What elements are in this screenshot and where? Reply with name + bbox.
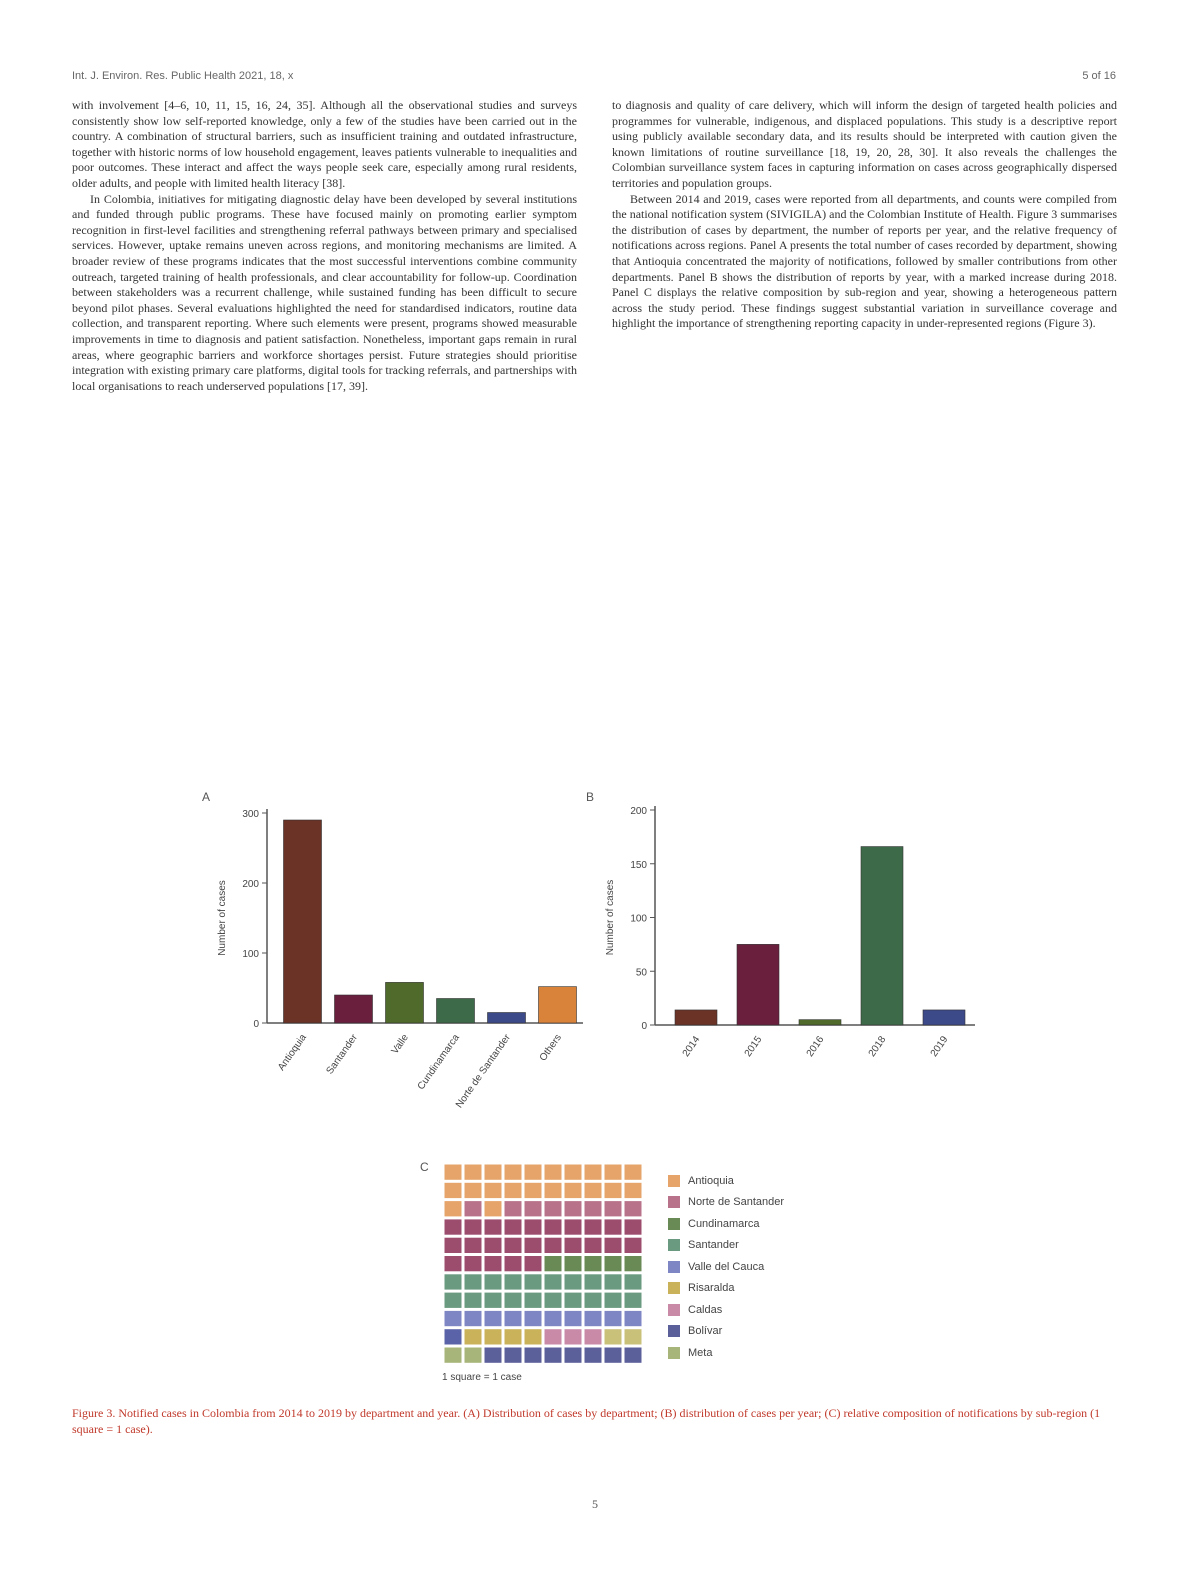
bar bbox=[539, 987, 577, 1023]
waffle-cell bbox=[604, 1292, 622, 1308]
legend-item bbox=[668, 1278, 784, 1300]
x-tick-label: Valle bbox=[389, 1032, 411, 1057]
legend-swatch bbox=[668, 1239, 680, 1251]
legend-label: Valle del Cauca bbox=[688, 1260, 765, 1273]
waffle-cell bbox=[484, 1292, 502, 1308]
waffle-cell bbox=[484, 1237, 502, 1253]
waffle-cell bbox=[624, 1201, 642, 1217]
waffle-cell bbox=[564, 1274, 582, 1290]
legend-label: Antioquia bbox=[688, 1174, 734, 1187]
waffle-cell bbox=[464, 1237, 482, 1253]
legend-label: Cundinamarca bbox=[688, 1217, 760, 1230]
x-tick-label: Santander bbox=[324, 1032, 360, 1077]
bar bbox=[437, 999, 475, 1024]
bar bbox=[737, 944, 779, 1025]
legend-label: Risaralda bbox=[688, 1282, 735, 1295]
paragraph: Between 2014 and 2019, cases were reported from all departments, and counts were compiled from the national notification system (SIVIGILA) and the Colombian Institute of Health. Figure 3 summarises the distribution of cases by department, the number of reports per year, and the relative frequency of notifications across regions. Panel A presents the total number of cases recorded by department, showing that Antioquia concentrated the majority of notifications, followed by smaller contributions from other departments. Panel B shows the distribution of reports by year, with a marked increase during 2018. Panel C displays the relative composition by sub-region and year, showing a heterogeneous pattern across the study period. These findings suggest substantial variation in surveillance coverage and highlight the importance of strengthening reporting capacity in under-represented regions (Figure 3). bbox=[612, 191, 1117, 331]
waffle-cell bbox=[544, 1237, 562, 1253]
waffle-cell bbox=[564, 1292, 582, 1308]
left-column-text bbox=[72, 98, 577, 394]
waffle-cell bbox=[464, 1274, 482, 1290]
waffle-cell bbox=[444, 1347, 462, 1363]
legend-swatch bbox=[668, 1196, 680, 1208]
waffle-cell bbox=[604, 1256, 622, 1272]
waffle-cell bbox=[624, 1219, 642, 1235]
x-tick-label: Norte de Santander bbox=[453, 1032, 513, 1111]
waffle-cell bbox=[464, 1256, 482, 1272]
waffle-cell bbox=[544, 1329, 562, 1345]
waffle-cell bbox=[504, 1164, 522, 1180]
waffle-cell bbox=[584, 1182, 602, 1198]
waffle-cell bbox=[524, 1347, 542, 1363]
legend-swatch bbox=[668, 1325, 680, 1337]
waffle-cell bbox=[484, 1274, 502, 1290]
waffle-cell bbox=[584, 1292, 602, 1308]
x-tick-label: 2015 bbox=[742, 1034, 765, 1059]
bar bbox=[799, 1020, 841, 1025]
y-tick-label: 200 bbox=[242, 879, 259, 890]
bar-chart-by-year bbox=[585, 795, 1005, 1135]
waffle-cell bbox=[524, 1256, 542, 1272]
running-header-left: Int. J. Environ. Res. Public Health 2021, 18, x bbox=[72, 70, 294, 82]
waffle-cell bbox=[604, 1329, 622, 1345]
legend-label: Caldas bbox=[688, 1303, 723, 1316]
waffle-cell bbox=[444, 1182, 462, 1198]
waffle-cell bbox=[564, 1219, 582, 1235]
waffle-cell bbox=[584, 1219, 602, 1235]
waffle-cell bbox=[464, 1164, 482, 1180]
waffle-cell bbox=[544, 1256, 562, 1272]
waffle-cell bbox=[584, 1201, 602, 1217]
waffle-cell bbox=[584, 1164, 602, 1180]
waffle-cell bbox=[604, 1310, 622, 1326]
waffle-cell bbox=[624, 1347, 642, 1363]
legend-item bbox=[668, 1192, 784, 1214]
waffle-cell bbox=[444, 1164, 462, 1180]
waffle-cell bbox=[444, 1237, 462, 1253]
y-tick-label: 100 bbox=[630, 913, 647, 925]
waffle-cell bbox=[564, 1347, 582, 1363]
panel-label-b: B bbox=[586, 790, 595, 804]
waffle-cell bbox=[524, 1219, 542, 1235]
legend-swatch bbox=[668, 1347, 680, 1359]
waffle-cell bbox=[544, 1292, 562, 1308]
waffle-cell bbox=[584, 1347, 602, 1363]
waffle-scale-label: 1 square = 1 case bbox=[442, 1372, 522, 1383]
waffle-cell bbox=[544, 1164, 562, 1180]
waffle-cell bbox=[604, 1237, 622, 1253]
waffle-cell bbox=[504, 1237, 522, 1253]
running-header-right: 5 of 16 bbox=[1082, 70, 1116, 82]
right-column-text bbox=[612, 98, 1117, 332]
waffle-cell bbox=[564, 1201, 582, 1217]
waffle-cell bbox=[504, 1292, 522, 1308]
waffle-legend bbox=[668, 1170, 784, 1364]
waffle-cell bbox=[484, 1219, 502, 1235]
waffle-cell bbox=[464, 1310, 482, 1326]
waffle-cell bbox=[544, 1182, 562, 1198]
waffle-cell bbox=[484, 1347, 502, 1363]
y-tick-label: 0 bbox=[641, 1021, 647, 1032]
waffle-cell bbox=[564, 1256, 582, 1272]
waffle-cell bbox=[504, 1219, 522, 1235]
figure-caption: Figure 3. Notified cases in Colombia from 2014 to 2019 by department and year. (A) Distribution of cases by department; (B) distribution of cases per year; (C) relative composition of notifications by sub-region (1 square = 1 case). bbox=[72, 1406, 1101, 1436]
waffle-cell bbox=[624, 1310, 642, 1326]
waffle-cell bbox=[564, 1182, 582, 1198]
y-axis-label: Number of cases bbox=[605, 879, 616, 956]
paragraph: In Colombia, initiatives for mitigating diagnostic delay have been developed by several institutions and funded through public programs. These have focused mainly on promoting earlier symptom recognition in first-level facilities and strengthening referral pathways between primary and specialised services. However, uptake remains uneven across regions, and monitoring mechanisms are limited. A broader review of these programs indicates that the most successful interventions combine community outreach, targeted training of health professionals, and clear accountability for follow-up. Coordination between stakeholders was a recurrent challenge, while sustained funding has been difficult to secure beyond pilot phases. Several evaluations highlighted the need for standardised indicators, routine data collection, and transparent reporting. Where such elements were present, programs showed measurable improvements in time to diagnosis and patient satisfaction. Nonetheless, important gaps remain in rural areas, where geographic barriers and workforce shortages persist. Future strategies should prioritise integration with existing primary care platforms, digital tools for tracking referrals, and partnerships with local organisations to reach underserved populations [17, 39]. bbox=[72, 191, 577, 393]
legend-item bbox=[668, 1321, 784, 1343]
waffle-cell bbox=[444, 1292, 462, 1308]
waffle-cell bbox=[544, 1274, 562, 1290]
legend-swatch bbox=[668, 1304, 680, 1316]
y-tick-label: 150 bbox=[630, 859, 647, 871]
y-tick-label: 200 bbox=[630, 806, 647, 817]
waffle-cell bbox=[564, 1237, 582, 1253]
waffle-cell bbox=[484, 1329, 502, 1345]
bar bbox=[284, 820, 322, 1023]
waffle-chart bbox=[442, 1162, 652, 1367]
legend-label: Meta bbox=[688, 1346, 713, 1359]
waffle-cell bbox=[544, 1219, 562, 1235]
legend-item bbox=[668, 1213, 784, 1235]
waffle-cell bbox=[484, 1201, 502, 1217]
waffle-cell bbox=[444, 1274, 462, 1290]
legend-swatch bbox=[668, 1282, 680, 1294]
waffle-cell bbox=[524, 1329, 542, 1345]
panel-label-c: C bbox=[420, 1160, 429, 1174]
waffle-cell bbox=[504, 1201, 522, 1217]
waffle-cell bbox=[504, 1329, 522, 1345]
waffle-cell bbox=[524, 1201, 542, 1217]
bar bbox=[386, 982, 424, 1023]
bar bbox=[488, 1013, 526, 1024]
x-tick-label: Cundinamarca bbox=[415, 1032, 462, 1093]
waffle-cell bbox=[584, 1237, 602, 1253]
waffle-cell bbox=[444, 1201, 462, 1217]
waffle-cell bbox=[624, 1256, 642, 1272]
waffle-cell bbox=[604, 1201, 622, 1217]
waffle-cell bbox=[624, 1237, 642, 1253]
bar bbox=[923, 1010, 965, 1025]
y-tick-label: 300 bbox=[242, 809, 259, 820]
x-tick-label: Others bbox=[537, 1032, 564, 1064]
waffle-cell bbox=[604, 1182, 622, 1198]
waffle-cell bbox=[484, 1164, 502, 1180]
legend-swatch bbox=[668, 1175, 680, 1187]
legend-label: Norte de Santander bbox=[688, 1196, 785, 1209]
waffle-cell bbox=[504, 1274, 522, 1290]
legend-swatch bbox=[668, 1218, 680, 1230]
x-tick-label: 2016 bbox=[804, 1034, 827, 1059]
bar bbox=[675, 1010, 717, 1025]
legend-label: Santander bbox=[688, 1239, 739, 1252]
legend-item bbox=[668, 1299, 784, 1321]
waffle-cell bbox=[444, 1329, 462, 1345]
waffle-cell bbox=[564, 1329, 582, 1345]
waffle-cell bbox=[524, 1292, 542, 1308]
y-tick-label: 0 bbox=[253, 1019, 259, 1030]
waffle-cell bbox=[484, 1310, 502, 1326]
waffle-cell bbox=[484, 1256, 502, 1272]
y-tick-label: 50 bbox=[635, 967, 647, 979]
y-tick-label: 100 bbox=[242, 949, 259, 960]
waffle-cell bbox=[504, 1256, 522, 1272]
waffle-cell bbox=[504, 1347, 522, 1363]
waffle-cell bbox=[504, 1182, 522, 1198]
waffle-cell bbox=[544, 1347, 562, 1363]
waffle-cell bbox=[564, 1310, 582, 1326]
waffle-cell bbox=[504, 1310, 522, 1326]
waffle-cell bbox=[464, 1182, 482, 1198]
waffle-cell bbox=[524, 1182, 542, 1198]
waffle-cell bbox=[464, 1219, 482, 1235]
legend-item bbox=[668, 1256, 784, 1278]
bar-chart-by-department bbox=[195, 795, 615, 1135]
waffle-cell bbox=[464, 1347, 482, 1363]
waffle-cell bbox=[584, 1310, 602, 1326]
waffle-cell bbox=[464, 1329, 482, 1345]
waffle-cell bbox=[444, 1256, 462, 1272]
waffle-cell bbox=[464, 1201, 482, 1217]
waffle-cell bbox=[444, 1219, 462, 1235]
legend-item bbox=[668, 1170, 784, 1192]
x-tick-label: 2018 bbox=[866, 1034, 889, 1059]
panel-label-a: A bbox=[202, 790, 211, 804]
waffle-cell bbox=[564, 1164, 582, 1180]
x-tick-label: Antioquia bbox=[276, 1032, 309, 1073]
x-tick-label: 2014 bbox=[680, 1034, 703, 1059]
waffle-cell bbox=[604, 1347, 622, 1363]
waffle-cell bbox=[584, 1256, 602, 1272]
waffle-cell bbox=[444, 1310, 462, 1326]
legend-label: Bolívar bbox=[688, 1325, 723, 1338]
waffle-cell bbox=[604, 1164, 622, 1180]
paragraph: with involvement [4–6, 10, 11, 15, 16, 24, 35]. Although all the observational studies and surveys consistently show low self-reported knowledge, only a few of the studies have been carried out in the country. A combination of structural barriers, such as insufficient training and outdated infrastructure, together with historic norms of low household engagement, leaves patients vulnerable to inequalities and poor outcomes. These interact and affect the ways people seek care, especially among rural residents, older adults, and people with limited health literacy [38]. bbox=[72, 98, 577, 190]
waffle-cell bbox=[484, 1182, 502, 1198]
waffle-cell bbox=[524, 1310, 542, 1326]
bar bbox=[861, 847, 903, 1025]
waffle-cell bbox=[624, 1292, 642, 1308]
waffle-cell bbox=[624, 1274, 642, 1290]
waffle-cell bbox=[624, 1164, 642, 1180]
waffle-cell bbox=[604, 1219, 622, 1235]
waffle-cell bbox=[544, 1310, 562, 1326]
waffle-cell bbox=[584, 1274, 602, 1290]
legend-swatch bbox=[668, 1261, 680, 1273]
waffle-cell bbox=[584, 1329, 602, 1345]
waffle-cell bbox=[524, 1237, 542, 1253]
waffle-cell bbox=[604, 1274, 622, 1290]
page-number: 5 bbox=[592, 1497, 598, 1511]
waffle-cell bbox=[524, 1274, 542, 1290]
waffle-cell bbox=[464, 1292, 482, 1308]
legend-item bbox=[668, 1342, 784, 1364]
bar bbox=[335, 995, 373, 1023]
waffle-cell bbox=[524, 1164, 542, 1180]
waffle-cell bbox=[624, 1329, 642, 1345]
legend-item bbox=[668, 1235, 784, 1257]
waffle-cell bbox=[544, 1201, 562, 1217]
waffle-cell bbox=[624, 1182, 642, 1198]
y-axis-label: Number of cases bbox=[217, 880, 228, 956]
paragraph: to diagnosis and quality of care delivery, which will inform the design of targeted health policies and programmes for vulnerable, indigenous, and displaced populations. This study is a descriptive report using publicly available secondary data, and its results should be interpreted with caution given the known limitations of routine surveillance [18, 19, 20, 28, 30]. It also reveals the challenges the Colombian surveillance system faces in capturing information on cases across geographically dispersed territories and population groups. bbox=[612, 98, 1117, 190]
x-tick-label: 2019 bbox=[928, 1034, 951, 1059]
